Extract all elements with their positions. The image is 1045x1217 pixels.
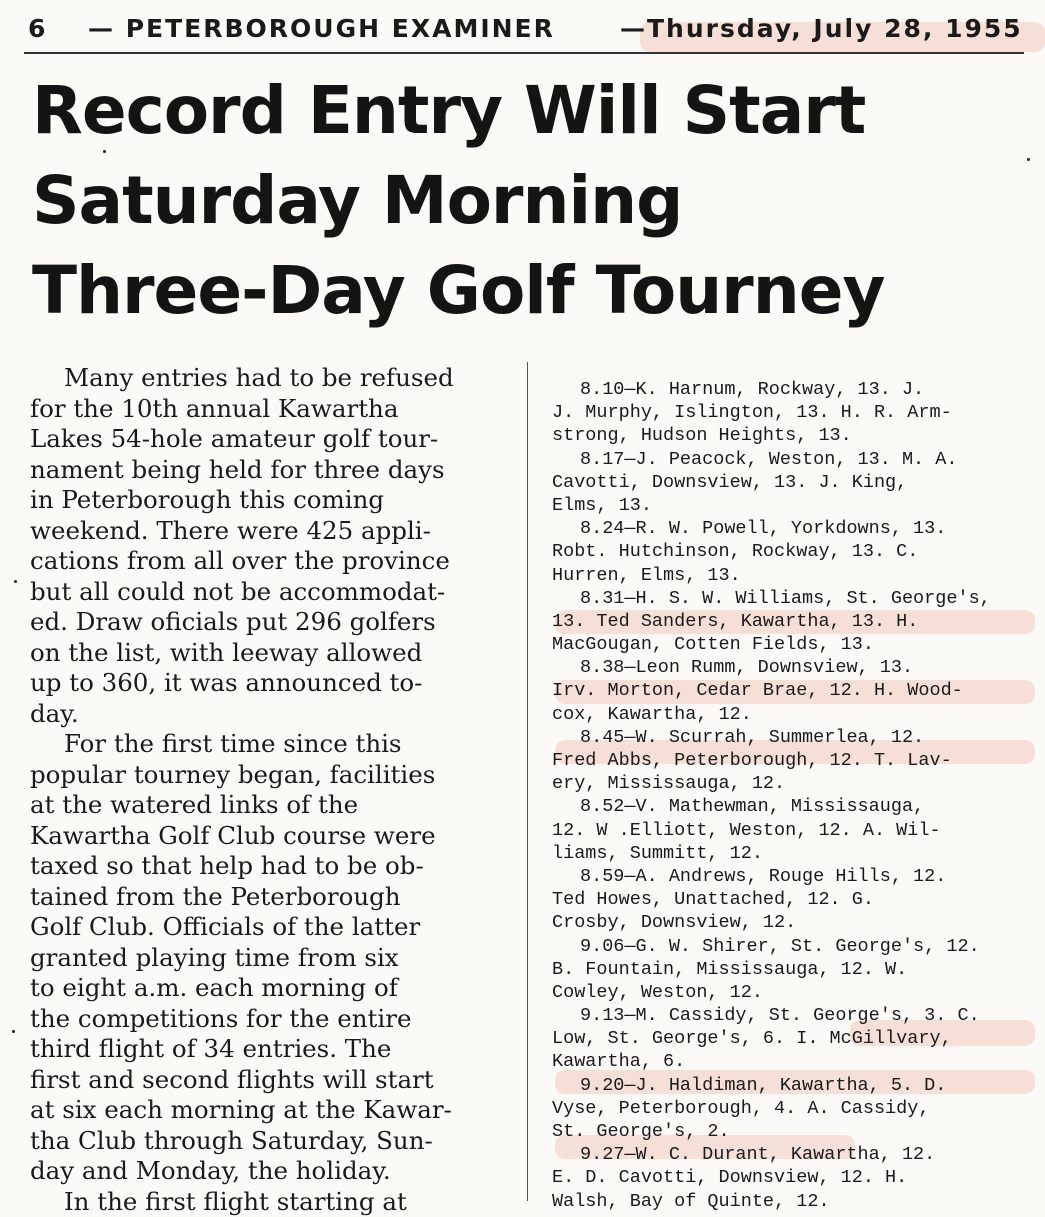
scan-speck [14,580,17,583]
tee-time-line: B. Fountain, Mississauga, 12. W. [552,958,1032,981]
article-line: in Peterborough this coming [30,485,516,516]
article-line: Lakes 54-hole amateur golf tour- [30,424,516,455]
article-line: Many entries had to be refused [30,363,516,394]
article-line: tained from the Peterborough [30,882,516,913]
article-line: but all could not be accommodat- [30,577,516,608]
tee-time-line: 8.59—A. Andrews, Rouge Hills, 12. [552,865,1032,888]
tee-time-line: 9.20—J. Haldiman, Kawartha, 5. D. [552,1074,1032,1097]
tee-time-line: Cowley, Weston, 12. [552,981,1032,1004]
tee-time-line: MacGougan, Cotten Fields, 13. [552,633,1032,656]
tee-time-line: 8.31—H. S. W. Williams, St. George's, [552,587,1032,610]
tee-time-line: 8.10—K. Harnum, Rockway, 13. J. [552,378,1032,401]
tee-time-line: Vyse, Peterborough, 4. A. Cassidy, [552,1097,1032,1120]
paper-name: — PETERBOROUGH EXAMINER [88,14,555,43]
headline-line-3: Three-Day Golf Tourney [32,258,885,324]
article-line: on the list, with leeway allowed [30,638,516,669]
article-line: In the first flight starting at [30,1187,516,1217]
article-line: first and second flights will start [30,1065,516,1096]
scan-speck [12,1030,15,1033]
tee-time-line: 9.06—G. W. Shirer, St. George's, 12. [552,935,1032,958]
article-line: weekend. There were 425 appli- [30,516,516,547]
tee-time-line: J. Murphy, Islington, 13. H. R. Arm- [552,401,1032,424]
article-line: For the first time since this [30,729,516,760]
tee-time-line: Walsh, Bay of Quinte, 12. [552,1190,1032,1213]
page-number: 6 [28,14,47,43]
headline-line-1: Record Entry Will Start [32,78,865,144]
tee-time-line: Robt. Hutchinson, Rockway, 13. C. [552,540,1032,563]
article-line: nament being held for three days [30,455,516,486]
article-line: at six each morning at the Kawar- [30,1095,516,1126]
article-line: the competitions for the entire [30,1004,516,1035]
tee-time-line: 8.17—J. Peacock, Weston, 13. M. A. [552,448,1032,471]
tee-time-line: Crosby, Downsview, 12. [552,911,1032,934]
tee-time-line: Ted Howes, Unattached, 12. G. [552,888,1032,911]
article-line: day and Monday, the holiday. [30,1156,516,1187]
tee-time-line: Irv. Morton, Cedar Brae, 12. H. Wood- [552,679,1032,702]
headline-line-2: Saturday Morning [32,168,682,234]
tee-time-line: 12. W .Elliott, Weston, 12. A. Wil- [552,819,1032,842]
article-line: cations from all over the province [30,546,516,577]
tee-time-line: 8.45—W. Scurrah, Summerlea, 12. [552,726,1032,749]
tee-time-line: 13. Ted Sanders, Kawartha, 13. H. [552,610,1032,633]
scan-speck [1027,158,1030,161]
tee-time-line: cox, Kawartha, 12. [552,703,1032,726]
issue-date: —Thursday, July 28, 1955 [620,14,1023,43]
article-line: day. [30,699,516,730]
tee-time-line: St. George's, 2. [552,1120,1032,1143]
tee-time-line: 8.52—V. Mathewman, Mississauga, [552,795,1032,818]
article-line: up to 360, it was announced to- [30,668,516,699]
tee-time-line: 8.24—R. W. Powell, Yorkdowns, 13. [552,517,1032,540]
article-line: ed. Draw oficials put 296 golfers [30,607,516,638]
article-line: to eight a.m. each morning of [30,973,516,1004]
tee-time-line: ery, Mississauga, 12. [552,772,1032,795]
tee-times-column [552,378,1032,1213]
tee-time-line: Kawartha, 6. [552,1050,1032,1073]
article-line: taxed so that help had to be ob- [30,851,516,882]
tee-time-line: Hurren, Elms, 13. [552,564,1032,587]
scan-speck [103,150,106,153]
tee-time-line: E. D. Cavotti, Downsview, 12. H. [552,1166,1032,1189]
article-line: third flight of 34 entries. The [30,1034,516,1065]
tee-time-line: Fred Abbs, Peterborough, 12. T. Lav- [552,749,1032,772]
article-left-column [30,363,516,1217]
tee-time-line: 9.13—M. Cassidy, St. George's, 3. C. [552,1004,1032,1027]
article-line: at the watered links of the [30,790,516,821]
article-line: granted playing time from six [30,943,516,974]
masthead [28,14,1033,52]
tee-time-line: Cavotti, Downsview, 13. J. King, [552,471,1032,494]
article-line: for the 10th annual Kawartha [30,394,516,425]
column-divider [527,362,528,1201]
article-line: tha Club through Saturday, Sun- [30,1126,516,1157]
masthead-rule [24,52,1024,54]
tee-time-line: 9.27—W. C. Durant, Kawartha, 12. [552,1143,1032,1166]
tee-time-line: Low, St. George's, 6. I. McGillvary, [552,1027,1032,1050]
article-line: popular tourney began, facilities [30,760,516,791]
tee-time-line: Elms, 13. [552,494,1032,517]
tee-time-line: strong, Hudson Heights, 13. [552,424,1032,447]
article-line: Golf Club. Officials of the latter [30,912,516,943]
tee-time-line: liams, Summitt, 12. [552,842,1032,865]
tee-time-line: 8.38—Leon Rumm, Downsview, 13. [552,656,1032,679]
article-line: Kawartha Golf Club course were [30,821,516,852]
